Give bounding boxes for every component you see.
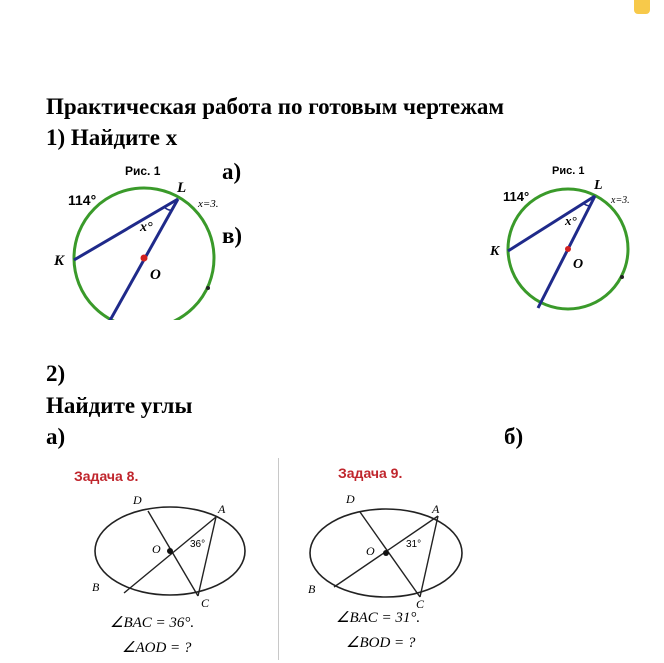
p9-point-o: O — [366, 544, 375, 558]
corner-badge — [634, 0, 650, 14]
page-title: Практическая работа по готовым чертежам — [46, 94, 505, 119]
point-k-label-right: K — [490, 244, 500, 259]
task1-option-a: а) — [222, 159, 242, 184]
diameter-lm — [108, 199, 178, 324]
p9-point-a: A — [432, 502, 440, 516]
point-mark — [206, 286, 210, 290]
point-k-label: K — [54, 253, 65, 269]
figure1-left — [40, 158, 260, 328]
problem9-figure — [296, 458, 516, 663]
point-l-label: L — [177, 180, 187, 196]
center-dot — [141, 255, 148, 262]
point-o-label-right: O — [573, 257, 584, 272]
p9-point-c: C — [416, 597, 425, 611]
p8-point-c: C — [201, 596, 210, 610]
task2-option-a: а) — [46, 424, 66, 449]
center9 — [383, 550, 389, 556]
angle-arc-right — [583, 203, 590, 206]
center-dot-right — [565, 246, 571, 252]
problem8-title: Задача 8. — [74, 468, 139, 484]
point-mark-right — [620, 275, 624, 279]
p8-find: ∠AOD = ? — [122, 640, 192, 656]
figure1-caption: Рис. 1 — [125, 164, 161, 178]
p8-point-o: O — [152, 542, 161, 556]
angle-label-right: x° — [565, 213, 577, 228]
p8-point-d: D — [133, 493, 142, 507]
chord9-ac — [420, 516, 438, 597]
p8-point-b: B — [92, 580, 100, 594]
answer-label: x=3. — [198, 198, 219, 210]
p9-point-d: D — [346, 492, 355, 506]
task2-number: 2) — [46, 361, 66, 386]
arc-label: 114° — [68, 192, 97, 208]
point-o-label: O — [150, 267, 161, 283]
p9-angle-label: 31° — [406, 539, 422, 550]
arc-label-right: 114° — [503, 189, 530, 204]
figure1-right — [485, 158, 645, 318]
p9-given: ∠BAC = 31°. — [336, 610, 421, 626]
p8-angle-label: 36° — [190, 539, 206, 550]
task2-header: Найдите углы — [46, 393, 193, 418]
center8 — [167, 548, 173, 554]
problem9-title: Задача 9. — [338, 465, 403, 481]
p8-given: ∠BAC = 36°. — [110, 615, 195, 631]
figure1-right-caption: Рис. 1 — [552, 165, 585, 177]
task1-option-b: в) — [222, 223, 243, 248]
p9-find: ∠BOD = ? — [346, 635, 416, 651]
p8-point-a: A — [218, 502, 226, 516]
problem8-figure — [60, 458, 280, 663]
task1-header: 1) Найдите х — [46, 125, 178, 150]
angle-label: x° — [140, 220, 153, 235]
answer-label-right: x=3. — [611, 195, 630, 206]
chord8-ba — [124, 517, 216, 593]
p9-point-b: B — [308, 582, 316, 596]
point-l-label-right: L — [594, 178, 603, 193]
task2-option-b: б) — [504, 424, 524, 449]
